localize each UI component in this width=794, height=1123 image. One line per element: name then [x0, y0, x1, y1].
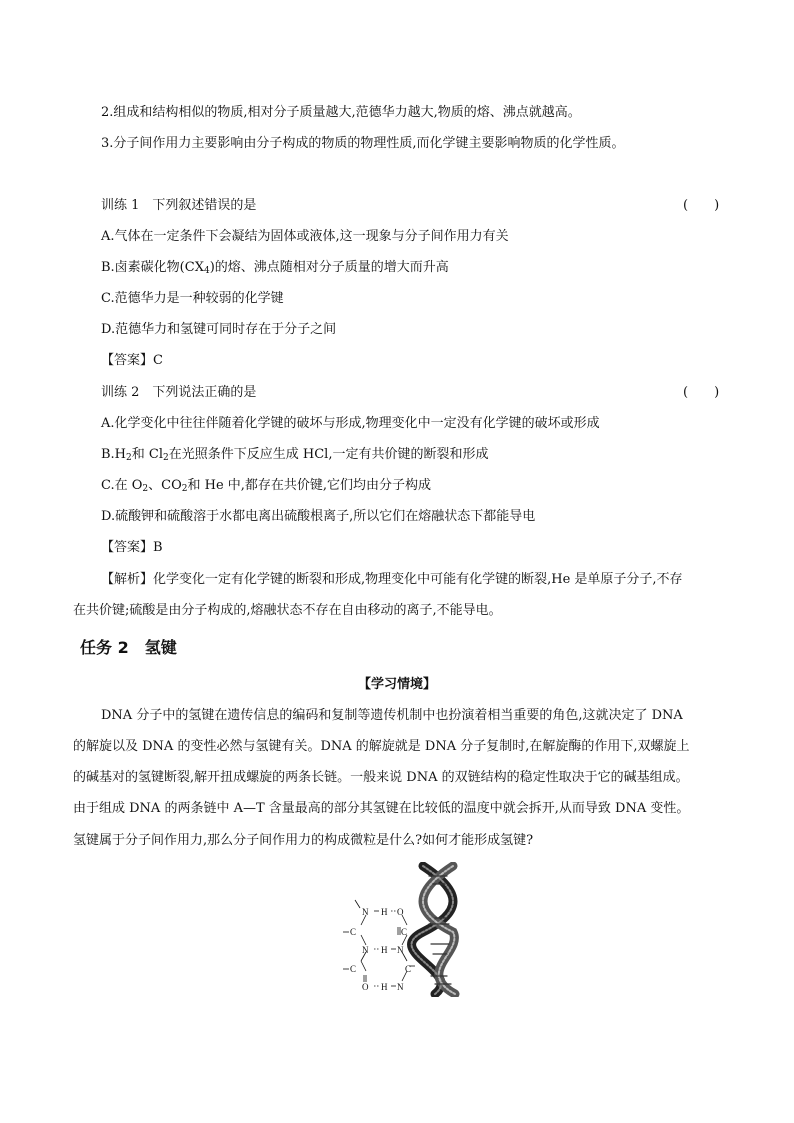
exercise2-option-a: A.化学变化中往往伴随着化学键的破坏与形成,物理变化中一定没有化学键的破坏或形成	[101, 416, 600, 431]
atom-o2: O	[362, 982, 369, 992]
atom-c3: C	[350, 964, 357, 974]
point-3: 3.分子间作用力主要影响由分子构成的物质的物理性质,而化学键主要影响物质的化学性质。	[101, 136, 625, 151]
exercise2-analysis-line1: 【解析】化学变化一定有化学键的断裂和形成,物理变化中可能有化学键的断裂,He 是单原子分子,不存	[101, 572, 683, 587]
task2-paragraph-line1: DNA 分子中的氢键在遗传信息的编码和复制等遗传机制中也扮演着相当重要的角色,这就决定了 DNA	[101, 708, 683, 723]
atom-c1: C	[350, 927, 357, 937]
exercise2-answer: 【答案】B	[101, 540, 163, 555]
task2-heading: 任务 2 氢键	[80, 638, 177, 657]
atom-o1: O	[397, 907, 404, 917]
exercise2-option-c: C.在 $O_2$、$CO_2$和 He 中,都存在共价键,它们均由分子构成	[101, 478, 432, 494]
dna-figure	[335, 862, 465, 997]
exercise1-option-c: C.范德华力是一种较弱的化学键	[101, 291, 284, 306]
atom-n3: N	[397, 945, 404, 955]
exercise2-option-b: $B.H_2$和 $Cl_2$在光照条件下反应生成 HCl,一定有共价键的断裂和形成	[101, 447, 489, 463]
atom-c4: C	[405, 964, 412, 974]
point-2: 2.组成和结构相似的物质,相对分子质量越大,范德华力越大,物质的熔、沸点就越高。	[101, 105, 581, 120]
exercise1-stem: 训练 1 下列叙述错误的是	[101, 198, 257, 213]
task2-paragraph-line4: 由于组成 DNA 的两条链中 A—T 含量最高的部分其氢键在比较低的温度中就会拆开,从而导致 DNA 变性。	[73, 801, 690, 816]
exercise1-answer: 【答案】C	[101, 353, 163, 368]
task2-paragraph-line5: 氢键属于分子间作用力,那么分子间作用力的构成微粒是什么?如何才能形成氢键?	[73, 833, 534, 848]
dna-figure-svg	[335, 862, 465, 997]
exercise2-stem: 训练 2 下列说法正确的是	[101, 385, 257, 400]
atom-h3: H	[381, 982, 388, 992]
exercise1-answer-blank: ( )	[683, 198, 720, 213]
atom-h1: H	[381, 907, 388, 917]
atom-n2: N	[362, 945, 369, 955]
atom-c2: C	[401, 927, 408, 937]
dna-helix	[412, 866, 455, 994]
task2-paragraph-line2: 的解旋以及 DNA 的变性必然与氢键有关。DNA 的解旋就是 DNA 分子复制时,在解旋酶的作用下,双螺旋上	[73, 739, 690, 754]
exercise2-analysis-line2: 在共价键;硫酸是由分子构成的,熔融状态不存在自由移动的离子,不能导电。	[73, 603, 502, 618]
exercise2-answer-blank: ( )	[683, 385, 720, 400]
atom-h2: H	[381, 945, 388, 955]
exercise2-option-d: D.硫酸钾和硫酸溶于水都电离出硫酸根离子,所以它们在熔融状态下都能导电	[101, 509, 536, 524]
task2-paragraph-line3: 的碱基对的氢键断裂,解开扭成螺旋的两条长链。一般来说 DNA 的双链结构的稳定性取决于它的碱基组成。	[73, 770, 689, 785]
atom-n4: N	[397, 982, 404, 992]
task2-subtitle: 【学习情境】	[357, 677, 436, 692]
exercise1-option-a: A.气体在一定条件下会凝结为固体或液体,这一现象与分子间作用力有关	[101, 229, 509, 244]
exercise1-option-b: B.卤素碳化物$(CX_4)$的熔、沸点随相对分子质量的增大而升高	[101, 260, 449, 276]
exercise1-option-d: D.范德华力和氢键可同时存在于分子之间	[101, 322, 337, 337]
atom-n1: N	[362, 907, 369, 917]
